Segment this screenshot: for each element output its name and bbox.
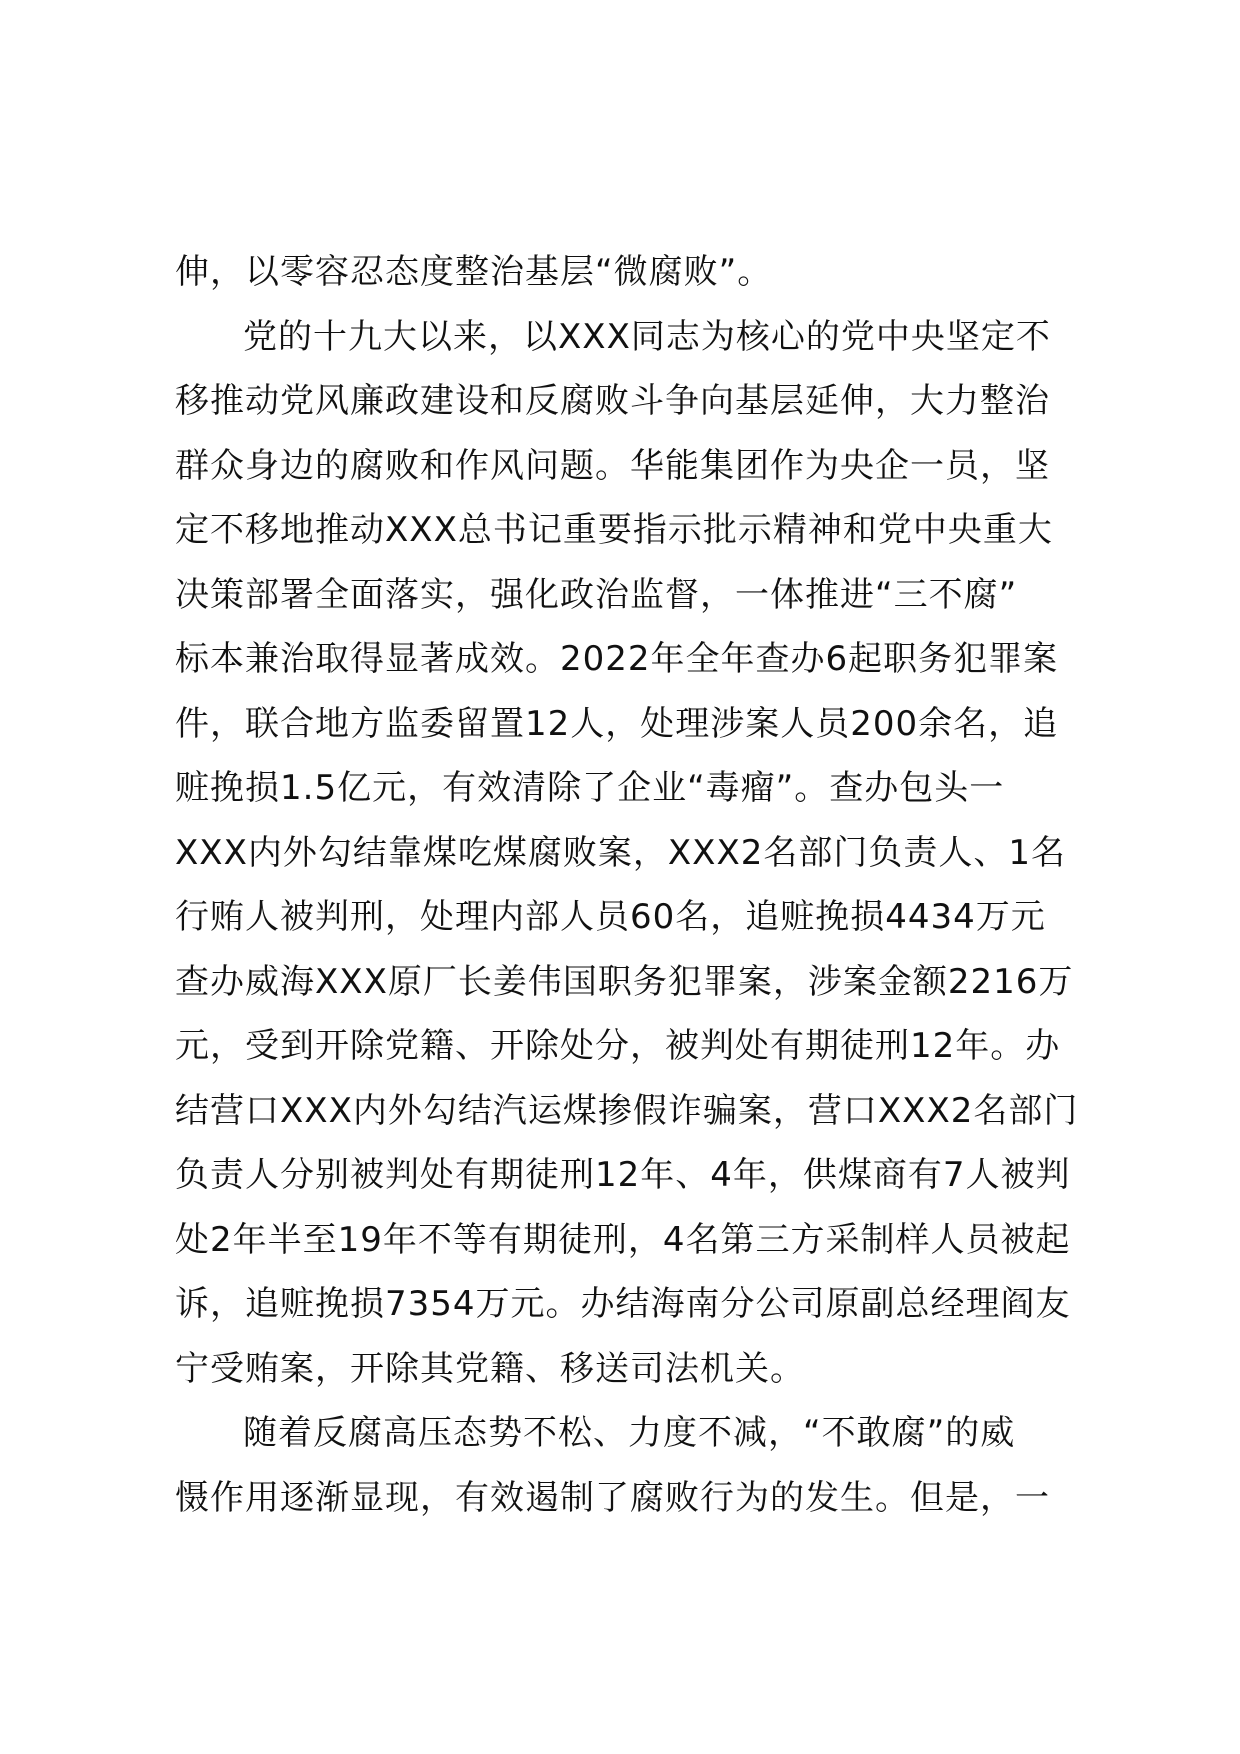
text-line: 慑作用逐渐显现，有效遏制了腐败行为的发生。但是，一 — [175, 1477, 1050, 1518]
text-line: 查办威海XXX原厂长姜伟国职务犯罪案，涉案金额2216万 — [175, 961, 1074, 1002]
text-line: 决策部署全面落实，强化政治监督，一体推进“三不腐” — [175, 574, 1018, 615]
text-line: 群众身边的腐败和作风问题。华能集团作为央企一员，坚 — [175, 445, 1050, 486]
text-line: 结营口XXX内外勾结汽运煤掺假诈骗案，营口XXX2名部门 — [175, 1090, 1079, 1131]
text-line: 行贿人被判刑，处理内部人员60名，追赃挽损4434万元 — [175, 897, 1046, 937]
text-line: XXX内外勾结靠煤吃煤腐败案，XXX2名部门负责人、1名 — [175, 832, 1067, 873]
text-line: 移推动党风廉政建设和反腐败斗争向基层延伸，大力整治 — [175, 381, 1050, 421]
text-line: 党的十九大以来，以XXX同志为核心的党中央坚定不 — [243, 316, 1051, 357]
text-line: 赃挽损1.5亿元，有效清除了企业“毒瘤”。查办包头一 — [175, 768, 1005, 808]
text-line: 定不移地推动XXX总书记重要指示批示精神和党中央重大 — [175, 510, 1053, 550]
text-line: 处2年半至19年不等有期徒刑，4名第三方采制样人员被起 — [175, 1219, 1071, 1260]
text-line: 负责人分别被判处有期徒刑12年、4年，供煤商有7人被判 — [175, 1155, 1071, 1195]
text-line: 诉，追赃挽损7354万元。办结海南分公司原副总经理阎友 — [175, 1284, 1071, 1324]
text-line: 随着反腐高压态势不松、力度不减，“不敢腐”的威 — [243, 1413, 1016, 1453]
text-line: 宁受贿案，开除其党籍、移送司法机关。 — [175, 1348, 805, 1389]
text-line: 标本兼治取得显著成效。2022年全年查办6起职务犯罪案 — [175, 639, 1059, 679]
text-line: 伸，以零容忍态度整治基层“微腐败”。 — [175, 252, 773, 292]
document-body — [175, 240, 1105, 1530]
text-line: 元，受到开除党籍、开除处分，被判处有期徒刑12年。办 — [175, 1026, 1061, 1066]
text-line: 件，联合地方监委留置12人，处理涉案人员200余名，追 — [175, 703, 1059, 744]
